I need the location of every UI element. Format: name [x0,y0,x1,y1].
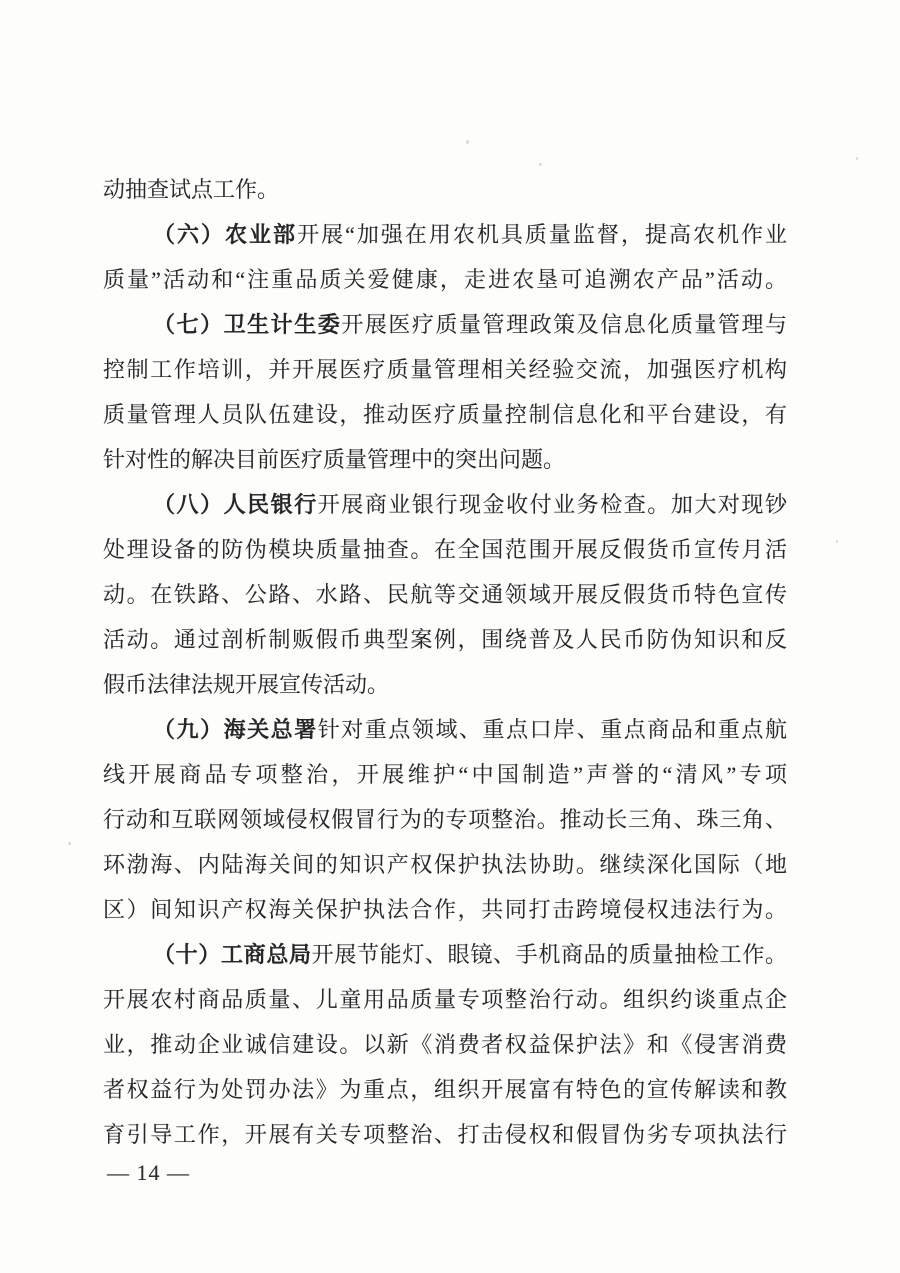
scan-speck [539,163,542,166]
line-text: 处理设备的防伪模块质量抽查。在全国范围开展反假货币宣传月活 [103,537,787,562]
text-line [103,527,787,572]
line-text: 针对性的解决目前医疗质量管理中的突出问题。 [103,447,566,472]
text-line [103,437,787,482]
line-text: 开展节能灯、眼镜、手机商品的质量抽检工作。 [311,942,787,967]
line-text: 质量管理人员队伍建设，推动医疗质量控制信息化和平台建设，有 [103,402,787,427]
text-line [103,302,787,347]
line-text: 开展“加强在用农机具质量监督，提高农机作业 [297,222,787,247]
text-line [103,932,787,977]
text-line [103,887,787,932]
page-number: — 14 — [107,1160,190,1185]
text-line [103,1112,787,1157]
text-line [103,617,787,662]
document-body [103,167,787,1157]
line-text: 育引导工作，开展有关专项整治、打击侵权和假冒伪劣专项执法行 [103,1122,787,1147]
text-line [103,1067,787,1112]
line-text: 针对重点领域、重点口岸、重点商品和重点航 [317,717,787,742]
line-text: 区）间知识产权海关保护执法合作，共同打击跨境侵权违法行为。 [103,897,787,922]
text-line [103,1022,787,1067]
scan-speck [466,140,469,144]
line-text: 动抽查试点工作。 [103,177,280,202]
text-line [103,392,787,437]
line-text: 质量”活动和“注重品质关爱健康，走进农垦可追溯农产品”活动。 [103,267,787,292]
section-heading-bold: （十）工商总局 [153,942,312,967]
text-line [103,842,787,887]
line-text: 者权益行为处罚办法》为重点，组织开展富有特色的宣传解读和教 [103,1077,787,1102]
line-text: 活动。通过剖析制贩假币典型案例，围绕普及人民币防伪知识和反 [103,627,787,652]
text-line [103,707,787,752]
scan-speck [68,842,71,845]
line-text: 线开展商品专项整治，开展维护“中国制造”声誉的“清风”专项 [103,762,787,787]
text-line [103,977,787,1022]
section-heading-bold: （七）卫生计生委 [153,312,342,337]
line-text: 开展医疗质量管理政策及信息化质量管理与 [341,312,787,337]
section-heading-bold: （八）人民银行 [153,492,318,517]
text-line [103,347,787,392]
line-text: 动。在铁路、公路、水路、民航等交通领域开展反假货币特色宣传 [103,582,787,607]
text-line [103,167,787,212]
text-line [103,572,787,617]
text-line [103,482,787,527]
scan-speck [856,157,858,160]
line-text: 控制工作培训，并开展医疗质量管理相关经验交流，加强医疗机构 [103,357,787,382]
text-line [103,797,787,842]
text-line [103,257,787,302]
section-heading-bold: （六）农业部 [153,222,298,247]
text-line [103,752,787,797]
line-text: 环渤海、内陆海关间的知识产权保护执法协助。继续深化国际（地 [103,852,787,877]
text-line [103,212,787,257]
line-text: 业，推动企业诚信建设。以新《消费者权益保护法》和《侵害消费 [103,1032,787,1057]
line-text: 假币法律法规开展宣传活动。 [103,672,390,697]
section-heading-bold: （九）海关总署 [153,717,318,742]
line-text: 开展商业银行现金收付业务检查。加大对现钞 [317,492,787,517]
line-text: 开展农村商品质量、儿童用品质量专项整治行动。组织约谈重点企 [103,987,787,1012]
text-line [103,662,787,707]
line-text: 行动和互联网领域侵权假冒行为的专项整治。推动长三角、珠三角、 [103,807,787,832]
scan-speck [836,540,838,543]
